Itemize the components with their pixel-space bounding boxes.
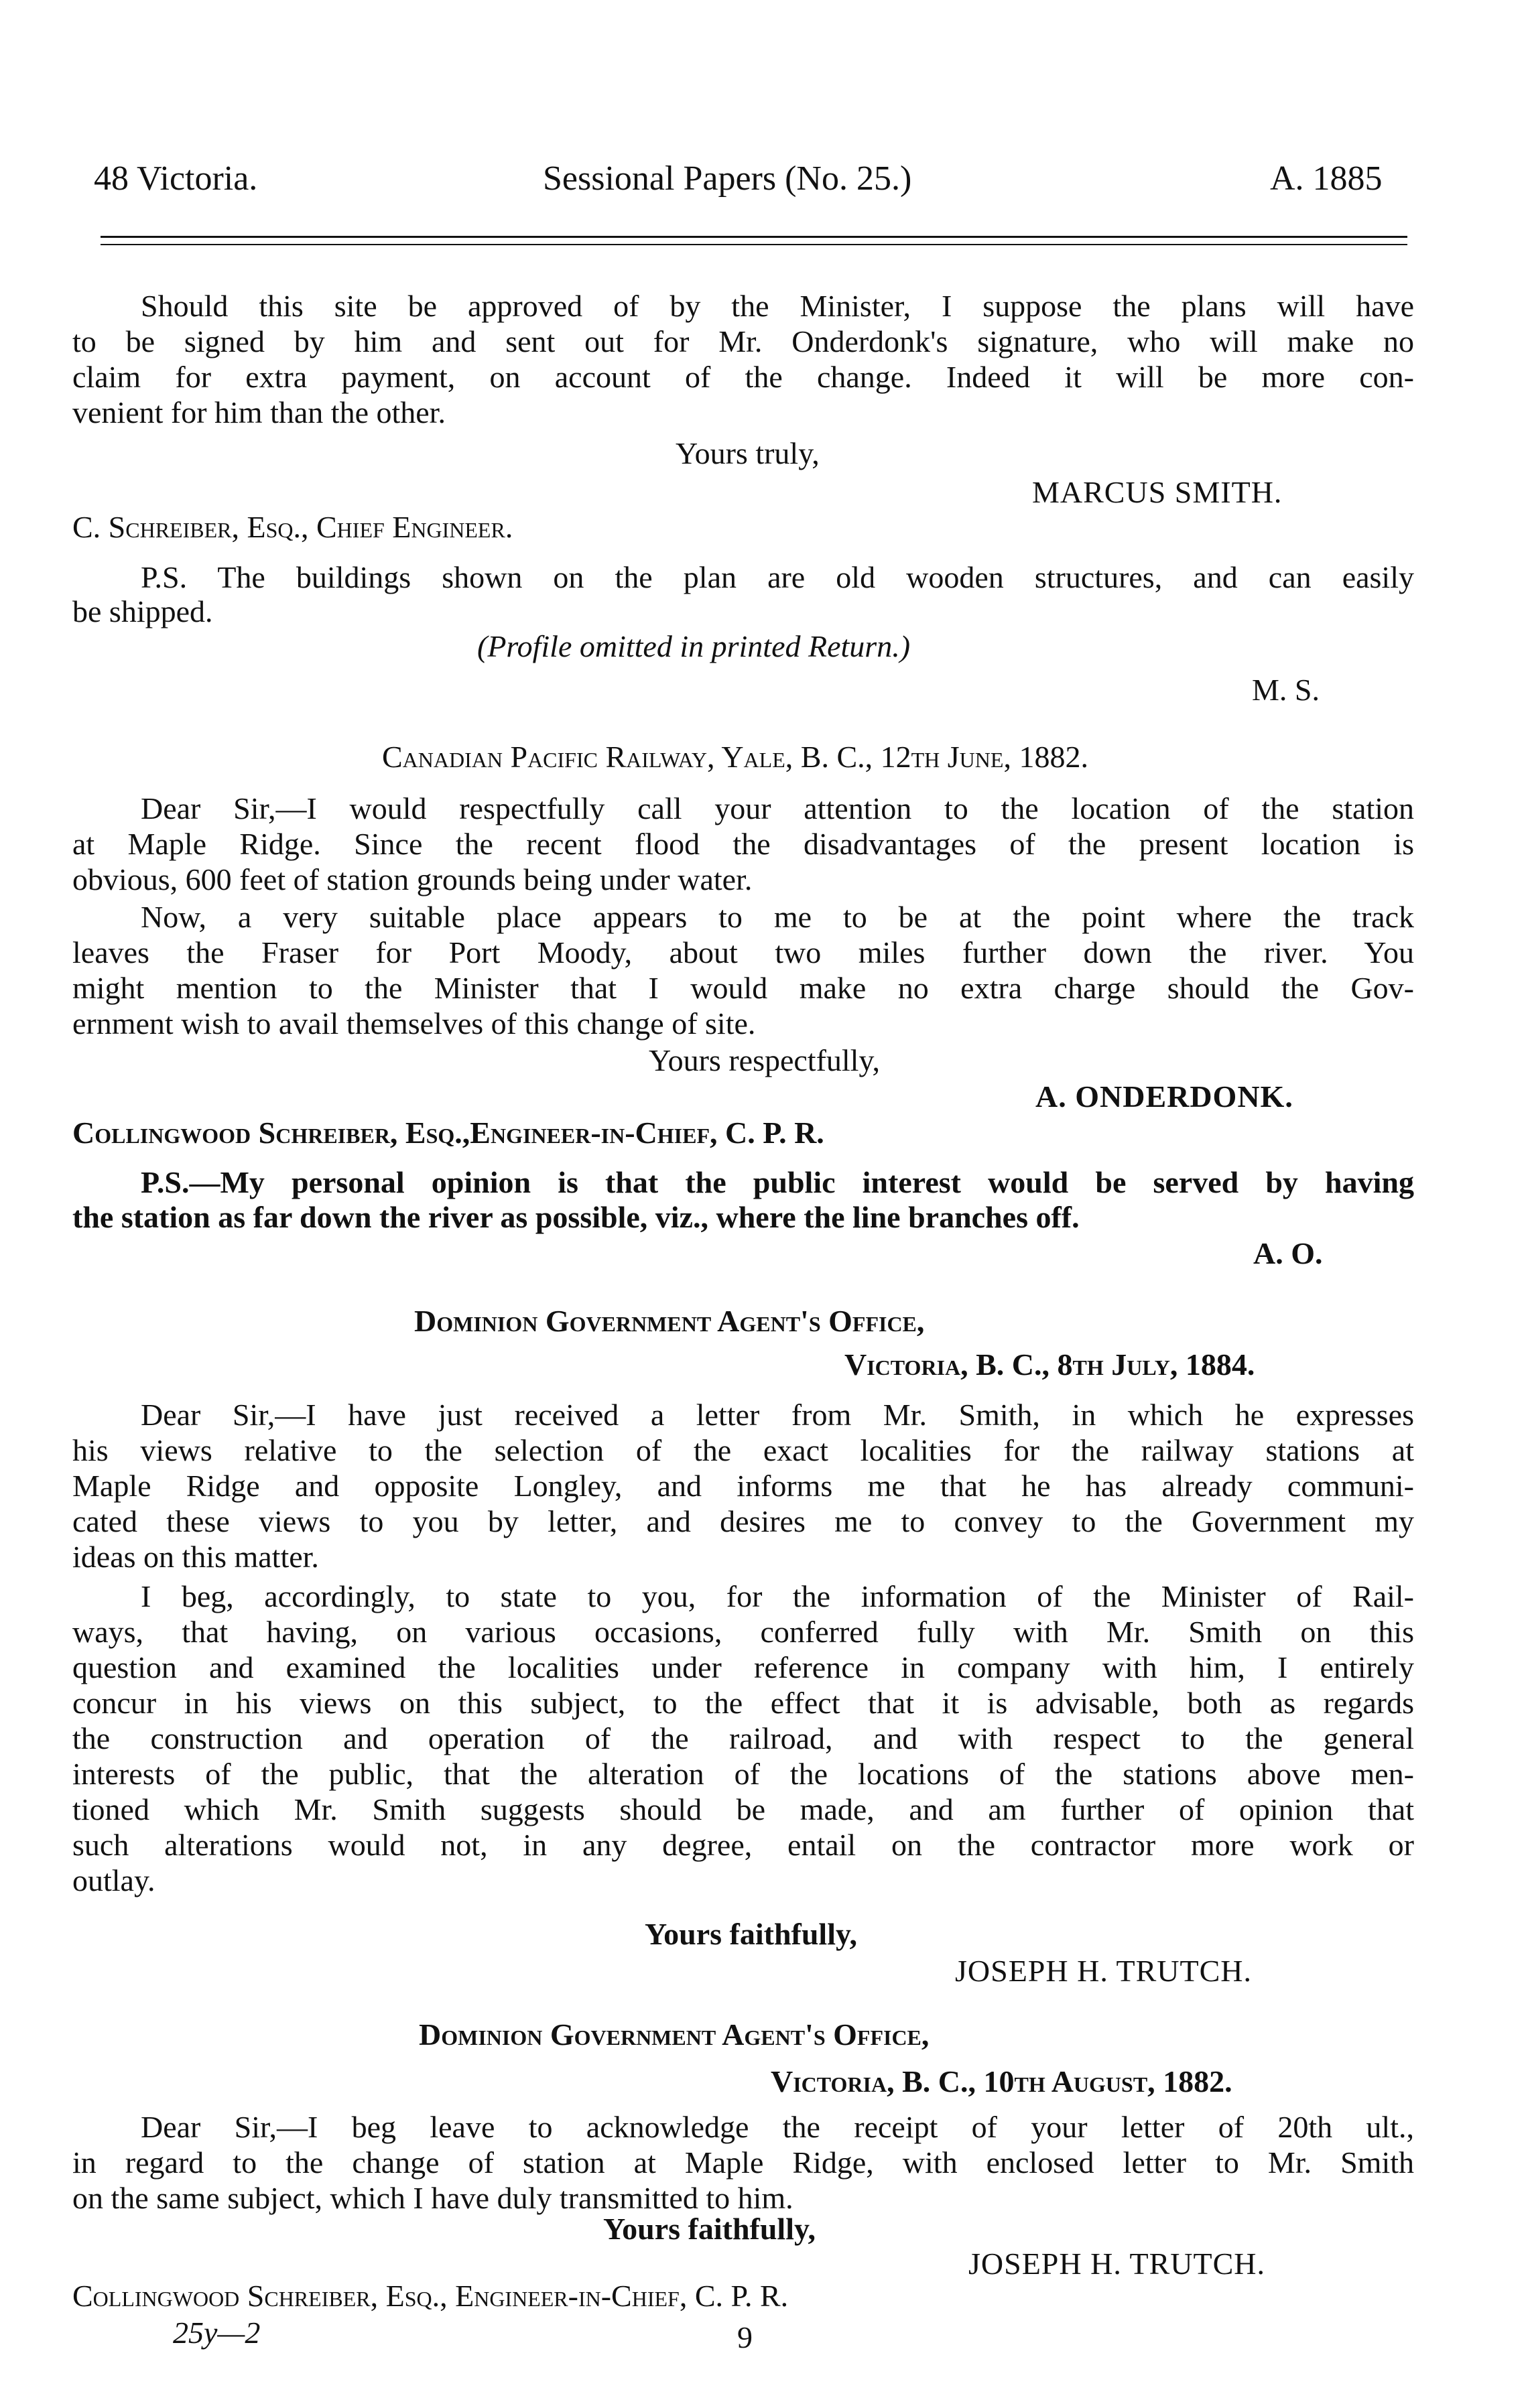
- page-number: 9: [737, 2320, 753, 2354]
- letter2-line: Dear Sir,—I would respectfully call your attention to the location of the station: [141, 791, 1414, 825]
- letter2-line: might mention to the Minister that I would make no extra charge should the Gov-: [72, 971, 1414, 1005]
- letter4-signature: JOSEPH H. TRUTCH.: [968, 2247, 1265, 2281]
- letter3-line: question and examined the localities under reference in company with him, I entirely: [72, 1650, 1414, 1684]
- letter2-line: leaves the Fraser for Port Moody, about two miles further down the river. You: [72, 935, 1414, 969]
- letter3-line: ways, that having, on various occasions, conferred fully with Mr. Smith on this: [72, 1615, 1414, 1649]
- letter2-line: ernment wish to avail themselves of this change of site.: [72, 1006, 756, 1041]
- letter3-line: outlay.: [72, 1863, 155, 1897]
- letter3-line: Maple Ridge and opposite Longley, and informs me that he has already communi-: [72, 1469, 1414, 1503]
- letter4-line: in regard to the change of station at Maple Ridge, with enclosed letter to Mr. Smith: [72, 2145, 1414, 2180]
- letter4-dateline: Victoria, B. C., 10th August, 1882.: [771, 2064, 1232, 2098]
- letter2-postscript: P.S.—My personal opinion is that the public interest would be served by having: [141, 1165, 1414, 1199]
- header-rule: [101, 236, 1407, 238]
- letter1-closing: Yours truly,: [676, 436, 820, 470]
- letter4-office: Dominion Government Agent's Office,: [419, 2017, 930, 2052]
- letter1-note: (Profile omitted in printed Return.): [477, 629, 911, 663]
- letter1-line: to be signed by him and sent out for Mr. Onderdonk's signature, who will make no: [72, 324, 1414, 358]
- letter2-closing: Yours respectfully,: [649, 1043, 880, 1077]
- header-left: 48 Victoria.: [94, 159, 258, 198]
- letter3-line: tioned which Mr. Smith suggests should be made, and am further of opinion that: [72, 1792, 1414, 1826]
- letter3-line: Dear Sir,—I have just received a letter from Mr. Smith, in which he expresses: [141, 1398, 1414, 1432]
- letter3-closing: Yours faithfully,: [645, 1917, 857, 1951]
- letter1-signature: MARCUS SMITH.: [1032, 475, 1283, 509]
- letter1-postscript: P.S. The buildings shown on the plan are old wooden structures, and can easily: [141, 560, 1414, 594]
- letter3-line: such alterations would not, in any degree, entail on the contractor more work or: [72, 1828, 1414, 1862]
- letter3-dateline: Victoria, B. C., 8th July, 1884.: [844, 1347, 1255, 1382]
- letter2-line: Now, a very suitable place appears to me to be at the point where the track: [141, 900, 1414, 934]
- letter1-postscript: be shipped.: [72, 594, 213, 628]
- letter3-office: Dominion Government Agent's Office,: [414, 1304, 925, 1338]
- letter2-line: at Maple Ridge. Since the recent flood the disadvantages of the present location is: [72, 827, 1414, 861]
- letter3-line: I beg, accordingly, to state to you, for the information of the Minister of Rail-: [141, 1579, 1414, 1613]
- letter4-line: Dear Sir,—I beg leave to acknowledge the receipt of your letter of 20th ult.,: [141, 2110, 1414, 2144]
- signature-mark: 25y—2: [173, 2316, 261, 2350]
- letter3-line: the construction and operation of the railroad, and with respect to the general: [72, 1721, 1414, 1755]
- letter2-dateline: Canadian Pacific Railway, Yale, B. C., 12th June, 1882.: [382, 740, 1088, 774]
- letter1-line: Should this site be approved of by the Minister, I suppose the plans will have: [141, 289, 1414, 323]
- header-center: Sessional Papers (No. 25.): [543, 159, 912, 198]
- header-rule-thin: [101, 244, 1407, 245]
- letter2-line: obvious, 600 feet of station grounds being under water.: [72, 862, 753, 896]
- letter4-addressee: Collingwood Schreiber, Esq., Engineer-in-Chief, C. P. R.: [72, 2279, 789, 2313]
- letter2-signature: A. ONDERDONK.: [1035, 1079, 1293, 1114]
- letter4-closing: Yours faithfully,: [603, 2212, 816, 2246]
- letter3-signature: JOSEPH H. TRUTCH.: [955, 1954, 1252, 1988]
- letter2-postscript: the station as far down the river as possible, viz., where the line branches off.: [72, 1200, 1080, 1234]
- letter2-initials: A. O.: [1253, 1236, 1323, 1270]
- letter1-line: venient for him than the other.: [72, 395, 446, 429]
- letter3-line: concur in his views on this subject, to the effect that it is advisable, both as regards: [72, 1686, 1414, 1720]
- letter1-line: claim for extra payment, on account of the change. Indeed it will be more con-: [72, 360, 1414, 394]
- letter3-line: his views relative to the selection of the exact localities for the railway stations at: [72, 1433, 1414, 1467]
- letter2-addressee: Collingwood Schreiber, Esq.,Engineer-in-Chief, C. P. R.: [72, 1116, 824, 1150]
- letter3-line: interests of the public, that the alteration of the locations of the stations above men-: [72, 1757, 1414, 1791]
- letter1-initials: M. S.: [1252, 673, 1320, 707]
- letter3-line: ideas on this matter.: [72, 1540, 319, 1574]
- letter4-line: on the same subject, which I have duly transmitted to him.: [72, 2181, 793, 2215]
- letter3-line: cated these views to you by letter, and desires me to convey to the Government my: [72, 1504, 1414, 1538]
- header-right: A. 1885: [1270, 159, 1383, 198]
- letter1-addressee: C. Schreiber, Esq., Chief Engineer.: [72, 510, 513, 544]
